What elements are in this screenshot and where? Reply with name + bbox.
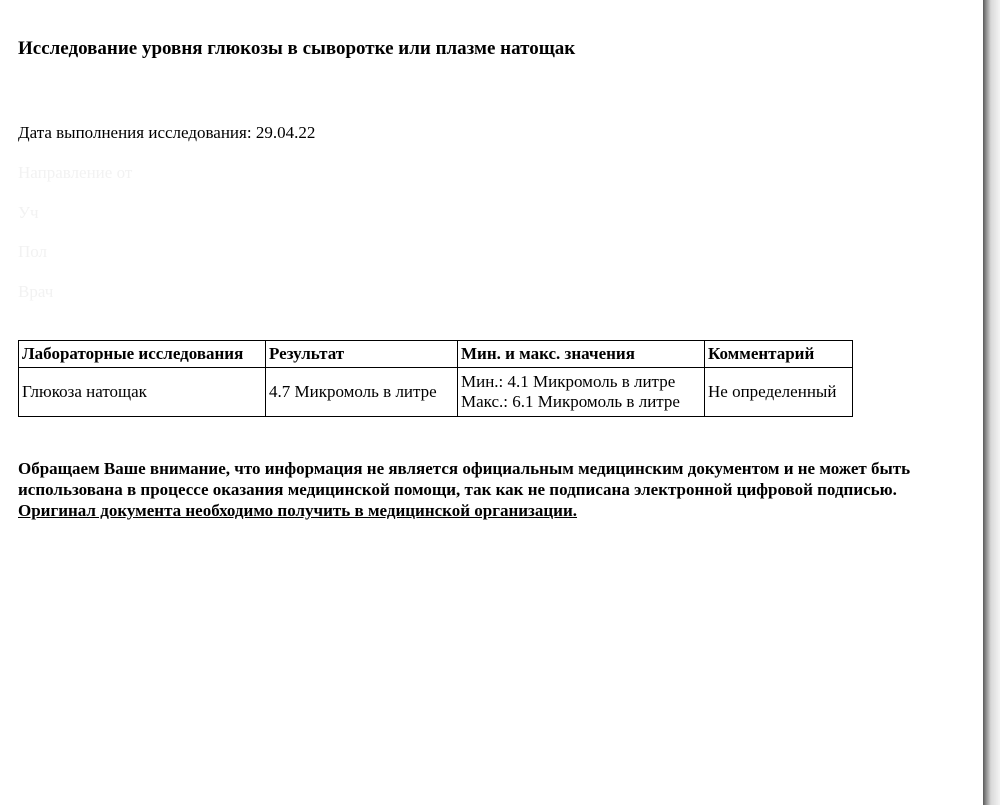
page-edge-shadow [983,0,1000,805]
disclaimer-underlined: Оригинал документа необходимо получить в медицинской организации. [18,501,578,520]
column-header-result: Результат [266,341,458,368]
cell-range [458,368,705,417]
disclaimer-text: Обращаем Ваше внимание, что информация не является официальным медицинским документом и не может быть использована в процессе оказания медицинской помощи, так как не подписана электронной цифровой подписью. [18,459,911,499]
results-table [18,340,853,417]
cell-comment: Не определенный [705,368,853,417]
table-header-row [19,341,853,368]
column-header-test: Лабораторные исследования [19,341,266,368]
faded-line: Пол [18,242,48,261]
disclaimer-notice [18,458,993,521]
execution-date: Дата выполнения исследования: 29.04.22 [18,123,316,142]
cell-test-name: Глюкоза натощак [19,368,266,417]
column-header-comment: Комментарий [705,341,853,368]
faded-line: Врач [18,282,54,301]
faded-line: Уч [18,203,39,222]
range-min: Мин.: 4.1 Микромоль в литре [461,372,676,391]
table-row [19,368,853,417]
column-header-range: Мин. и макс. значения [458,341,705,368]
cell-result: 4.7 Микромоль в литре [266,368,458,417]
page-title: Исследование уровня глюкозы в сыворотке или плазме натощак [18,38,576,59]
faded-line: Направление от [18,163,133,182]
range-max: Макс.: 6.1 Микромоль в литре [461,392,680,411]
